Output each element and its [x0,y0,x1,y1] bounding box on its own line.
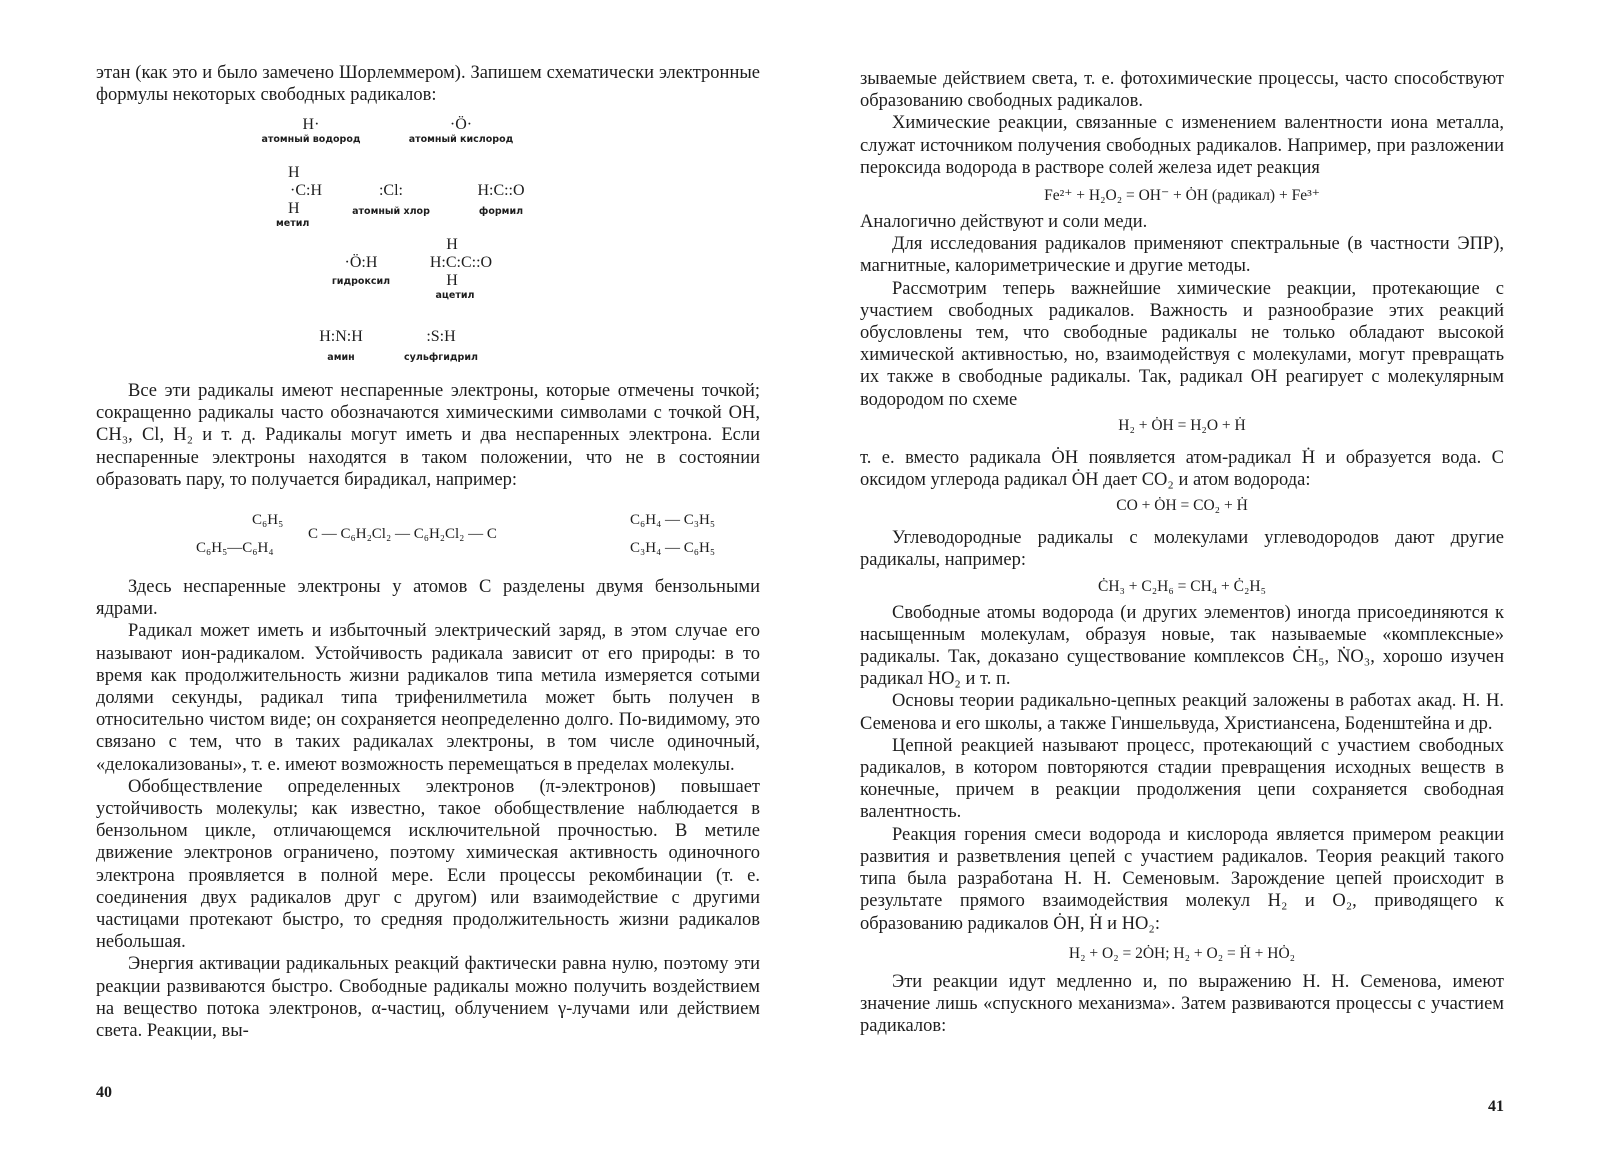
biradical-chain: C — C₆H₂Cl₂ — C₆H₂Cl₂ — C [308,526,497,542]
formula-line: ·C:H [290,182,322,199]
right-paragraph-7: Углеводородные радикалы с молекулами углеводородов дают другие радикалы, например: [860,528,1504,571]
equation-carbon-monoxide: CO + ȮH = CO₂ + Ḣ [1116,497,1248,515]
formula-acetyl [411,236,511,301]
equation-chain-initiation: H₂ + O₂ = 2ȮH; H₂ + O₂ = Ḣ + HȮ₂ [1068,944,1296,962]
left-paragraph-1: этан (как это и было замечено Шорлеммером). Запишем схематически электронные формулы некоторых свободных радикалов: [96,63,760,106]
right-paragraph-1: зываемые действием света, т. е. фотохимические процессы, часто способствуют образованию свободных радикалов. [860,69,1504,112]
formula-symbol: ·Ö· [449,116,473,133]
right-paragraph-3: Аналогично действуют и соли меди. [860,212,1148,233]
formula-symbol: H:N:H [319,328,363,345]
right-paragraph-2: Химические реакции, связанные с изменением валентности иона металла, служат источником получения свободных радикалов. Например, при разложении пероксида водорода в растворе солей железа идет реакция [860,113,1504,178]
formula-atomic-oxygen [396,116,526,145]
right-page-number: 41 [1488,1098,1504,1115]
formula-hydroxyl [326,254,396,287]
formula-caption: амин [327,352,355,363]
formula-line: H [288,200,300,217]
formula-line: H [446,272,458,289]
left-page [96,0,760,1176]
formula-methyl [276,164,336,229]
formula-atomic-hydrogen [256,116,366,145]
right-paragraph-6: т. е. вместо радикала ȮH появляется атом-радикал Ḣ и образуется вода. С оксидом углерода радикал ȮH дает CO₂ и атом водорода: [860,447,1504,491]
right-paragraph-11: Реакция горения смеси водорода и кислорода является примером реакции развития и разветвления цепей с участием радикалов. Теория реакций такого типа была разработана Н. Н. Семеновым. Зарождение цепей происходит в результате прямого взаимодействия молекул H₂ и O₂, приводящего к образованию радикалов ȮH, Ḣ и HO₂: [860,824,1504,934]
formula-symbol: H:C::O [477,182,525,199]
formula-sulfhydryl [396,328,486,363]
formula-caption: сульфгидрил [404,352,478,363]
equation-methyl-ethane: ĊH₃ + C₂H₆ = CH₄ + Ċ₂H₅ [1097,577,1267,595]
equation-iron-peroxide: Fe²⁺ + H₂O₂ = OH⁻ + ȮH (радикал) + Fe³⁺ [1044,187,1320,205]
formula-caption: метил [276,218,310,229]
equation-hydrogen-hydroxyl: H₂ + ȮH = H₂O + Ḣ [1118,416,1246,434]
formula-formyl [461,182,541,217]
formula-line: H [446,236,458,253]
formula-symbol: H· [302,116,320,133]
biradical-bottom-right: C₃H₄ — C₆H₅ [630,540,716,556]
biradical-formula [196,510,716,566]
formula-caption: атомный кислород [408,134,514,145]
left-paragraph-3: Здесь неспаренные электроны у атомов C разделены двумя бензольными ядрами. [96,577,760,620]
formula-amine [306,328,376,363]
left-paragraph-2: Все эти радикалы имеют неспаренные электроны, которые отмечены точкой; сокращенно радикалы часто обозначаются химическими символами с точкой OH, CH₃, Cl, H₂ и т. д. Радикалы могут иметь и два неспаренных электрона. Если неспаренные электроны находятся в таком положении, что не в состоянии образовать пару, то получается бирадикал, например: [96,381,760,490]
formula-caption: гидроксил [331,276,391,287]
right-paragraph-10: Цепной реакцией называют процесс, протекающий с участием свободных радикалов, в котором повторяются стадии превращения исходных веществ в конечные, причем в реакции продолжения цепи сохраняется свободная валентность. [860,735,1504,823]
biradical-top-left: C₆H₅ [252,512,284,528]
formula-caption: формил [478,206,524,217]
biradical-top-right: C₆H₄ — C₃H₅ [630,512,716,528]
right-page [860,0,1504,1176]
formula-symbol: ·Ö:H [344,254,378,271]
right-paragraph-5: Рассмотрим теперь важнейшие химические реакции, протекающие с участием свободных радикалов. Важность и разнообразие этих реакций обусловлены тем, что свободные радикалы не только обладают высокой химической активностью, но, взаимодействуя с молекулами, могут превращать их также в свободные радикалы. Так, радикал OH реагирует с молекулярным водородом по схеме [860,278,1504,410]
formula-line: H:C:C::O [429,254,493,271]
formula-caption: атомный хлор [352,206,430,217]
formula-line: H [288,164,300,181]
formula-atomic-chlorine [346,182,436,217]
right-paragraph-4: Для исследования радикалов применяют спектральные (в частности ЭПР), магнитные, калориметрические и другие методы. [860,234,1504,277]
left-paragraph-6: Энергия активации радикальных реакций фактически равна нулю, поэтому эти реакции развиваются быстро. Свободные радикалы можно получить воздействием на вещество потока электронов, α-частиц, облучением γ-лучами или действием света. Реакции, вы- [96,954,760,1042]
right-paragraph-9: Основы теории радикально-цепных реакций заложены в работах акад. Н. Н. Семенова и его школы, а также Гиншельвуда, Христиансена, Боденштейна и др. [860,691,1504,734]
formula-caption: ацетил [435,290,475,301]
formula-caption: атомный водород [261,134,361,145]
left-paragraph-4: Радикал может иметь и избыточный электрический заряд, в этом случае его называют ион-радикалом. Устойчивость радикала зависит от его природы: в то время как продолжительность жизни радикалов типа метила измеряется сотыми долями секунды, радикал типа трифенилметила может быть получен в относительно чистом виде; он сохраняется неопределенно долго. По-видимому, это связано с тем, что в таких радикалах электроны, в том числе одиночный, «делокализованы», т. е. имеют возможность перемещаться в пределах молекулы. [96,621,760,775]
formula-symbol: :Cl: [378,182,403,199]
formula-symbol: :S:H [426,328,456,345]
right-paragraph-8: Свободные атомы водорода (и других элементов) иногда присоединяются к насыщенным молекулам, образуя новые, так называемые «комплексные» радикалы. Так, доказано существование комплексов ĊH₅, ṄO₃, хорошо изучен радикал HO₂ и т. п. [860,602,1504,690]
radical-formulas [96,112,760,374]
biradical-bottom-left: C₆H₅—C₆H₄ [196,540,274,556]
right-paragraph-12: Эти реакции идут медленно и, по выражению Н. Н. Семенова, имеют значение лишь «спускного механизма». Затем развиваются процессы с участием радикалов: [860,971,1504,1037]
left-page-number: 40 [96,1084,112,1101]
left-paragraph-5: Обобществление определенных электронов (π-электронов) повышает устойчивость молекулы; как известно, такое обобществление наблюдается в бензольном цикле, отличающемся исключительной прочностью. В метиле движение электронов ограничено, поэтому химическая активность одиночного электрона проявляется в полной мере. Если процессы рекомбинации (т. е. соединения двух радикалов друг с другом) или взаимодействие с другими частицами протекают быстро, то средняя продолжительность жизни радикалов небольшая. [96,776,760,953]
